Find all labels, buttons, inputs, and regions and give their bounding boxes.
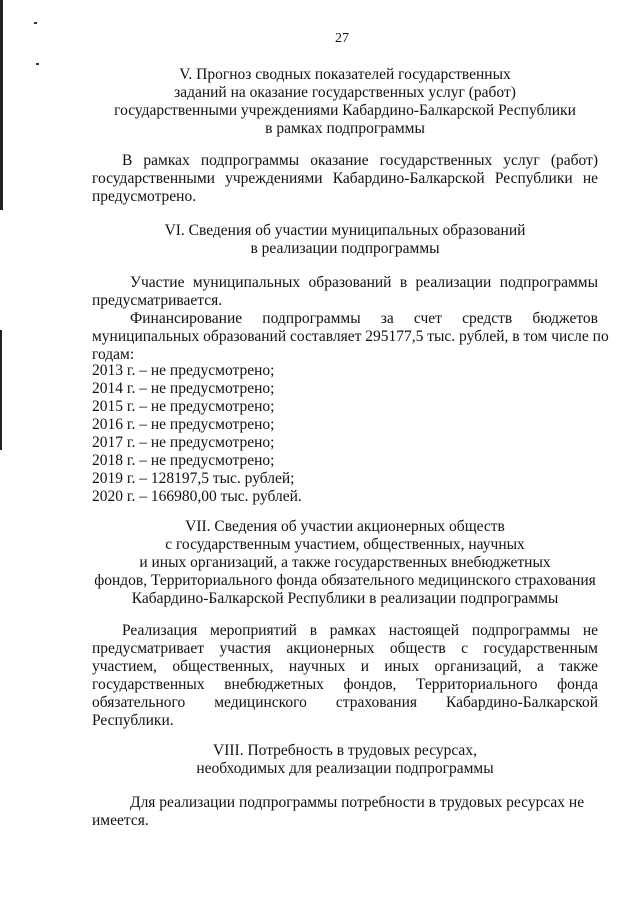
paragraph-line: предусматривает участия акционерных обществ с государственным (92, 640, 598, 657)
heading-line: государственными учреждениями Кабардино-Балкарской Республики (114, 102, 576, 119)
paragraph-line: участием, общественных, научных и иных организаций, а также (92, 658, 598, 675)
funding-by-year-list (92, 362, 598, 506)
paragraph-line: муниципальных образований составляет 295177,5 тыс. рублей, в том числе по (92, 328, 609, 345)
paragraph-line (92, 152, 598, 170)
heading-line: фондов, Территориального фонда обязательного медицинского страхования (94, 572, 596, 589)
list-item: 2015 г. – не предусмотрено; (92, 398, 275, 415)
paragraph-text: Реализация мероприятий в рамках настоящей подпрограммы не (122, 622, 598, 639)
heading-line: в рамках подпрограммы (265, 120, 425, 137)
scan-speck (36, 63, 39, 65)
paragraph-line: государственных внебюджетных фондов, Территориального фонда (92, 676, 598, 693)
scan-edge-mark (0, 330, 2, 450)
section-7-heading (80, 518, 610, 608)
scan-speck (34, 22, 37, 24)
section-5-heading (92, 66, 598, 138)
paragraph-line: обязательного медицинского страхования Кабардино-Балкарской (92, 694, 598, 711)
section-5-paragraph (92, 152, 598, 206)
paragraph-text: В рамках подпрограммы оказание государственных услуг (работ) (122, 152, 598, 169)
list-item: 2018 г. – не предусмотрено; (92, 452, 275, 469)
list-item: 2013 г. – не предусмотрено; (92, 362, 275, 379)
heading-line: VI. Сведения об участии муниципальных образований (164, 222, 526, 239)
list-item: 2016 г. – не предусмотрено; (92, 416, 275, 433)
heading-line: заданий на оказание государственных услуг (работ) (174, 84, 516, 101)
list-item: 2017 г. – не предусмотрено; (92, 434, 275, 451)
paragraph-line (92, 794, 598, 812)
heading-line: VIII. Потребность в трудовых ресурсах, (213, 742, 477, 759)
heading-line: с государственным участием, общественных, научных (165, 536, 525, 553)
paragraph-line: имеется. (92, 812, 149, 829)
section-8-paragraph (92, 794, 598, 830)
paragraph-text: Для реализации подпрограммы потребности в трудовых ресурсах не (130, 794, 585, 811)
paragraph-text: Участие муниципальных образований в реализации подпрограммы (130, 274, 598, 291)
paragraph-line: предусматривается. (92, 292, 223, 309)
section-6-paragraph-2 (92, 310, 609, 364)
paragraph-line: предусмотрено. (92, 188, 197, 205)
list-item: 2014 г. – не предусмотрено; (92, 380, 275, 397)
heading-line: V. Прогноз сводных показателей государственных (179, 66, 511, 83)
list-item: 2020 г. – 166980,00 тыс. рублей. (92, 488, 302, 505)
heading-line: Кабардино-Балкарской Республики в реализации подпрограммы (131, 590, 559, 607)
scan-edge-mark (0, 0, 3, 210)
section-8-heading (92, 742, 598, 778)
paragraph-line: государственными учреждениями Кабардино-Балкарской Республики не (92, 170, 598, 187)
heading-line: VII. Сведения об участии акционерных обществ (185, 518, 505, 535)
paragraph-line (92, 622, 598, 640)
paragraph-line: годам: (92, 346, 135, 363)
paragraph-text: Финансирование подпрограммы за счет средств бюджетов (130, 310, 598, 327)
section-6-heading (92, 222, 598, 258)
heading-line: и иных организаций, а также государственных внебюджетных (139, 554, 551, 571)
paragraph-line (92, 274, 598, 292)
heading-line: в реализации подпрограммы (250, 240, 440, 257)
paragraph-line: Республики. (92, 712, 174, 729)
heading-line: необходимых для реализации подпрограммы (196, 760, 494, 777)
page-number: 27 (335, 31, 349, 46)
paragraph-line (92, 310, 598, 328)
list-item: 2019 г. – 128197,5 тыс. рублей; (92, 470, 295, 487)
section-6-paragraph-1 (92, 274, 598, 310)
section-7-paragraph (92, 622, 598, 730)
